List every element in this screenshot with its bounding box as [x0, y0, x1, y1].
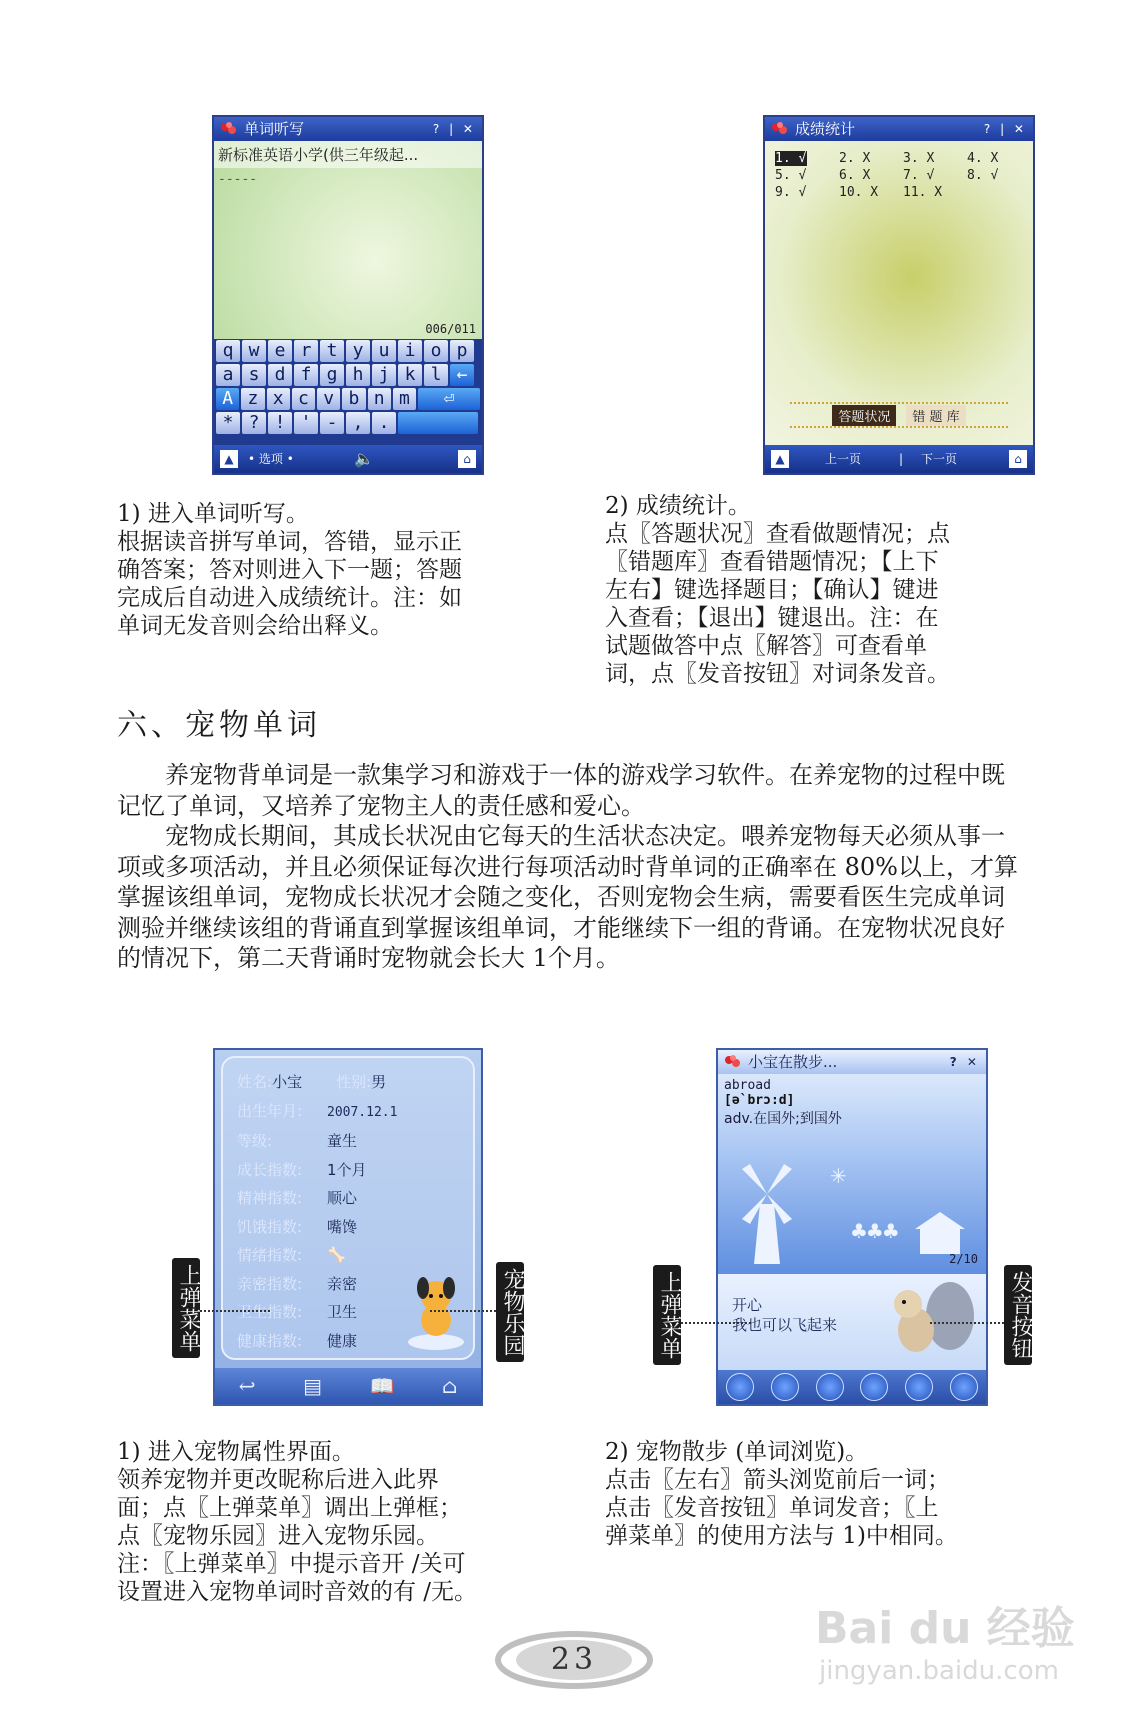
window-controls[interactable]: ? | ✕: [983, 122, 1027, 136]
callout-popup-menu: 上弹菜单: [653, 1265, 681, 1365]
sound-icon[interactable]: [905, 1373, 933, 1401]
popup-menu-icon[interactable]: [771, 1373, 799, 1401]
key[interactable]: i: [398, 340, 422, 362]
keyboard-row-3: [214, 387, 482, 411]
word-meaning: adv.在国外;到国外: [724, 1111, 842, 1127]
leader-line-sound: [930, 1322, 1004, 1324]
word-card: [718, 1074, 986, 1274]
home-icon[interactable]: ⌂: [458, 450, 476, 468]
info-row-mood: [237, 1184, 397, 1213]
label: 姓名:: [237, 1073, 273, 1091]
results-grid: [765, 141, 1033, 210]
key[interactable]: d: [268, 364, 292, 386]
label: 等级:: [237, 1132, 273, 1150]
caption-score: 2) 成绩统计。 点〖答题状况〗查看做题情况；点 〖错题库〗查看错题情况；【上下 左右】键选择题目；【确认】键进 入查看；【退出】键退出。注：在 试题做答中点〖解答〗可查看单 词，点〖发音按钮〗对词条发音。: [605, 493, 950, 687]
score-title: 成绩统计: [795, 120, 856, 138]
next-page-button[interactable]: 下一页: [921, 452, 958, 466]
windmill-icon: [732, 1154, 802, 1264]
tab-answer-status[interactable]: 答题状况: [832, 405, 896, 426]
key[interactable]: *: [216, 412, 240, 434]
walk-toolbar: [718, 1370, 986, 1404]
pet-walk-screenshot: [716, 1048, 988, 1406]
caption-dictation: 1) 进入单词听写。 根据读音拼写单词，答错，显示正 确答案；答对则进入下一题；答题 完成后自动进入成绩统计。注：如 单词无发音则会给出释义。: [117, 501, 462, 639]
answer-placeholder[interactable]: -----: [218, 172, 258, 187]
window-controls[interactable]: ? | ✕: [432, 122, 476, 136]
next-arrow-icon[interactable]: [860, 1373, 888, 1401]
result-item[interactable]: 6. X: [839, 168, 871, 183]
space-key[interactable]: [398, 412, 478, 434]
book-name: 新标准英语小学(供三年级起...: [214, 141, 482, 168]
value: 小宝: [272, 1073, 303, 1091]
info-row-birth: [237, 1097, 397, 1128]
watermark: [815, 1592, 1115, 1686]
key[interactable]: j: [372, 364, 396, 386]
value: 2007.12.1: [327, 1104, 398, 1120]
home-icon[interactable]: ⌂: [441, 1374, 458, 1398]
mood-text-1: 开心: [732, 1296, 763, 1314]
key[interactable]: .: [372, 412, 396, 434]
key[interactable]: s: [242, 364, 266, 386]
info-row-health: [237, 1327, 397, 1356]
key[interactable]: x: [267, 388, 290, 410]
tab-wrong-bank[interactable]: 错 题 库: [906, 405, 965, 426]
key[interactable]: o: [424, 340, 448, 362]
soft-keyboard: [214, 339, 482, 447]
key[interactable]: p: [450, 340, 474, 362]
window-controls[interactable]: ? ✕: [949, 1055, 980, 1069]
sun-icon: ✳: [830, 1164, 847, 1188]
keyboard-row-1: [214, 339, 482, 363]
label: 成长指数:: [237, 1160, 303, 1179]
key[interactable]: r: [294, 340, 318, 362]
value: 健康: [327, 1331, 358, 1350]
result-item[interactable]: 11. X: [903, 185, 943, 200]
caption-pet-walk: 2) 宠物散步 (单词浏览)。 点击〖左右〗箭头浏览前后一词； 点击〖发音按钮〗单词发音；〖上 弹菜单〗的使用方法与 1)中相同。: [605, 1439, 958, 1549]
value: 亲密: [327, 1274, 358, 1293]
key[interactable]: e: [268, 340, 292, 362]
word-phonetic: [ə`brɔ:d]: [724, 1093, 795, 1108]
enter-key[interactable]: ⏎: [418, 388, 480, 410]
value: 卫生: [327, 1303, 358, 1321]
home-icon[interactable]: ⌂: [1009, 450, 1027, 468]
key[interactable]: f: [294, 364, 318, 386]
key[interactable]: g: [320, 364, 344, 386]
bone-icon: 🦴: [327, 1246, 346, 1264]
key[interactable]: ,: [346, 412, 370, 434]
label: 出生年月:: [237, 1101, 303, 1120]
menu-arrow-icon[interactable]: ▲: [771, 450, 789, 468]
leader-line-park: [430, 1310, 496, 1312]
home-icon[interactable]: [950, 1373, 978, 1401]
key[interactable]: ': [294, 412, 318, 434]
callout-sound-button: 发音按钮: [1004, 1265, 1032, 1365]
key[interactable]: h: [346, 364, 370, 386]
section-title: 六、宠物单词: [117, 708, 321, 743]
pet-props-screenshot: [213, 1048, 483, 1406]
question-counter: 006/011: [425, 322, 476, 336]
back-icon[interactable]: ↩: [238, 1374, 256, 1398]
callout-pet-park: 宠物乐园: [496, 1262, 524, 1362]
result-item[interactable]: 3. X: [903, 151, 935, 166]
info-row-level: [237, 1127, 397, 1156]
key[interactable]: !: [268, 412, 292, 434]
info-row-intimacy: [237, 1270, 397, 1299]
label: 情绪指数:: [237, 1246, 303, 1264]
result-item[interactable]: 1. √: [775, 151, 807, 166]
score-tabs: [790, 402, 1008, 428]
key[interactable]: z: [241, 388, 264, 410]
speaker-icon[interactable]: 🔈: [354, 449, 374, 468]
key[interactable]: -: [320, 412, 344, 434]
divider: |: [899, 452, 904, 466]
page-number: 23: [550, 1642, 598, 1677]
info-row-emotion: [237, 1241, 397, 1270]
label: 亲密指数:: [237, 1274, 303, 1293]
score-title-bar: [765, 117, 1033, 141]
key[interactable]: w: [242, 340, 266, 362]
result-item[interactable]: 5. √: [775, 168, 807, 183]
result-item[interactable]: 7. √: [903, 168, 935, 183]
result-item[interactable]: 9. √: [775, 185, 807, 200]
info-row-growth: [237, 1156, 397, 1185]
dictation-title: 单词听写: [244, 120, 305, 138]
walk-title: 小宝在散步...: [748, 1053, 838, 1071]
value: 顺心: [327, 1189, 358, 1207]
label: 精神指数:: [237, 1189, 303, 1207]
key[interactable]: a: [216, 364, 240, 386]
value: 男: [371, 1073, 387, 1091]
word-counter: 2/10: [949, 1252, 978, 1266]
backspace-key[interactable]: ←: [450, 364, 474, 386]
dictation-bottom-bar: [214, 445, 482, 473]
info-row-hunger: [237, 1213, 397, 1242]
result-item[interactable]: 8. √: [967, 168, 999, 183]
app-logo-icon: [220, 121, 238, 137]
value: 1个月: [327, 1160, 367, 1179]
value: 童生: [327, 1132, 358, 1150]
prev-arrow-icon[interactable]: [816, 1373, 844, 1401]
dictation-title-bar: [214, 117, 482, 141]
key[interactable]: b: [342, 388, 365, 410]
result-item[interactable]: 2. X: [839, 151, 871, 166]
house-icon: [910, 1209, 970, 1254]
callout-popup-menu: 上弹菜单: [172, 1258, 200, 1358]
key[interactable]: l: [424, 364, 448, 386]
key[interactable]: k: [398, 364, 422, 386]
key[interactable]: y: [346, 340, 370, 362]
prev-page-button[interactable]: 上一页: [825, 452, 862, 466]
trees-icon: ♣♣♣: [850, 1219, 898, 1243]
app-logo-icon: [724, 1054, 742, 1070]
score-screenshot: [763, 115, 1035, 475]
word-text: abroad: [724, 1078, 771, 1093]
value: 嘴馋: [327, 1217, 358, 1236]
key[interactable]: ?: [242, 412, 266, 434]
leader-line-menu: [681, 1322, 751, 1324]
key[interactable]: q: [216, 340, 240, 362]
key[interactable]: c: [292, 388, 315, 410]
key[interactable]: v: [317, 388, 340, 410]
pet-props-toolbar: [215, 1368, 481, 1404]
caps-key[interactable]: A: [216, 388, 239, 410]
mood-text-2: 我也可以飞起来: [732, 1316, 838, 1334]
result-item[interactable]: 4. X: [967, 151, 999, 166]
info-row-hygiene: [237, 1298, 397, 1327]
label: 健康指数:: [237, 1331, 303, 1350]
app-logo-icon: [771, 121, 789, 137]
label: 卫生指数:: [237, 1303, 303, 1321]
result-item[interactable]: 10. X: [839, 185, 879, 200]
info-row-name: [237, 1068, 397, 1097]
paragraph-1: 养宠物背单词是一款集学习和游戏于一体的游戏学习软件。在养宠物的过程中既记忆了单词，又培养了宠物主人的责任感和爱心。: [117, 761, 1005, 820]
key[interactable]: t: [320, 340, 344, 362]
watermark-brand: Bai du 经验: [815, 1603, 1075, 1654]
back-icon[interactable]: [726, 1373, 754, 1401]
leader-line-menu: [200, 1310, 270, 1312]
walk-title-bar: [718, 1050, 986, 1074]
book-icon[interactable]: 📖: [369, 1374, 395, 1398]
caption-pet-props: 1) 进入宠物属性界面。 领养宠物并更改昵称后进入此界 面；点〖上弹菜单〗调出上弹框； 点〖宠物乐园〗进入宠物乐园。 注：〖上弹菜单〗中提示音开 /关可 设置进入宠物单词时音效的有 /无。: [117, 1439, 478, 1605]
menu-arrow-icon[interactable]: ▲: [220, 450, 238, 468]
key[interactable]: n: [368, 388, 391, 410]
dictation-screenshot: [212, 115, 484, 475]
watermark-url: jingyan.baidu.com: [819, 1656, 1059, 1686]
label: 饥饿指数:: [237, 1217, 303, 1236]
options-menu[interactable]: • 选项 •: [248, 452, 294, 466]
body-text: [117, 760, 1022, 974]
popup-menu-icon[interactable]: ▤: [303, 1374, 322, 1398]
key[interactable]: u: [372, 340, 396, 362]
label: 性别:: [336, 1073, 372, 1091]
score-bottom-bar: [765, 445, 1033, 473]
keyboard-row-4: [214, 411, 482, 435]
page-number-badge: [494, 1630, 654, 1690]
paragraph-2: 宠物成长期间，其成长状况由它每天的生活状态决定。喂养宠物每天必须从事一项或多项活动，并且必须保证每次进行每项活动时背单词的正确率在 80%以上，才算掌握该组单词，宠物成长状况才会随之变化，否则宠物会生病，需要看医生完成单词测验并继续该组的背诵直到掌握该组单词，才能继续下一组的背诵。在宠物状况良好的情况下，第二天背诵时宠物就会长大 1个月。: [117, 822, 1018, 972]
keyboard-row-2: [214, 363, 482, 387]
key[interactable]: m: [393, 388, 416, 410]
